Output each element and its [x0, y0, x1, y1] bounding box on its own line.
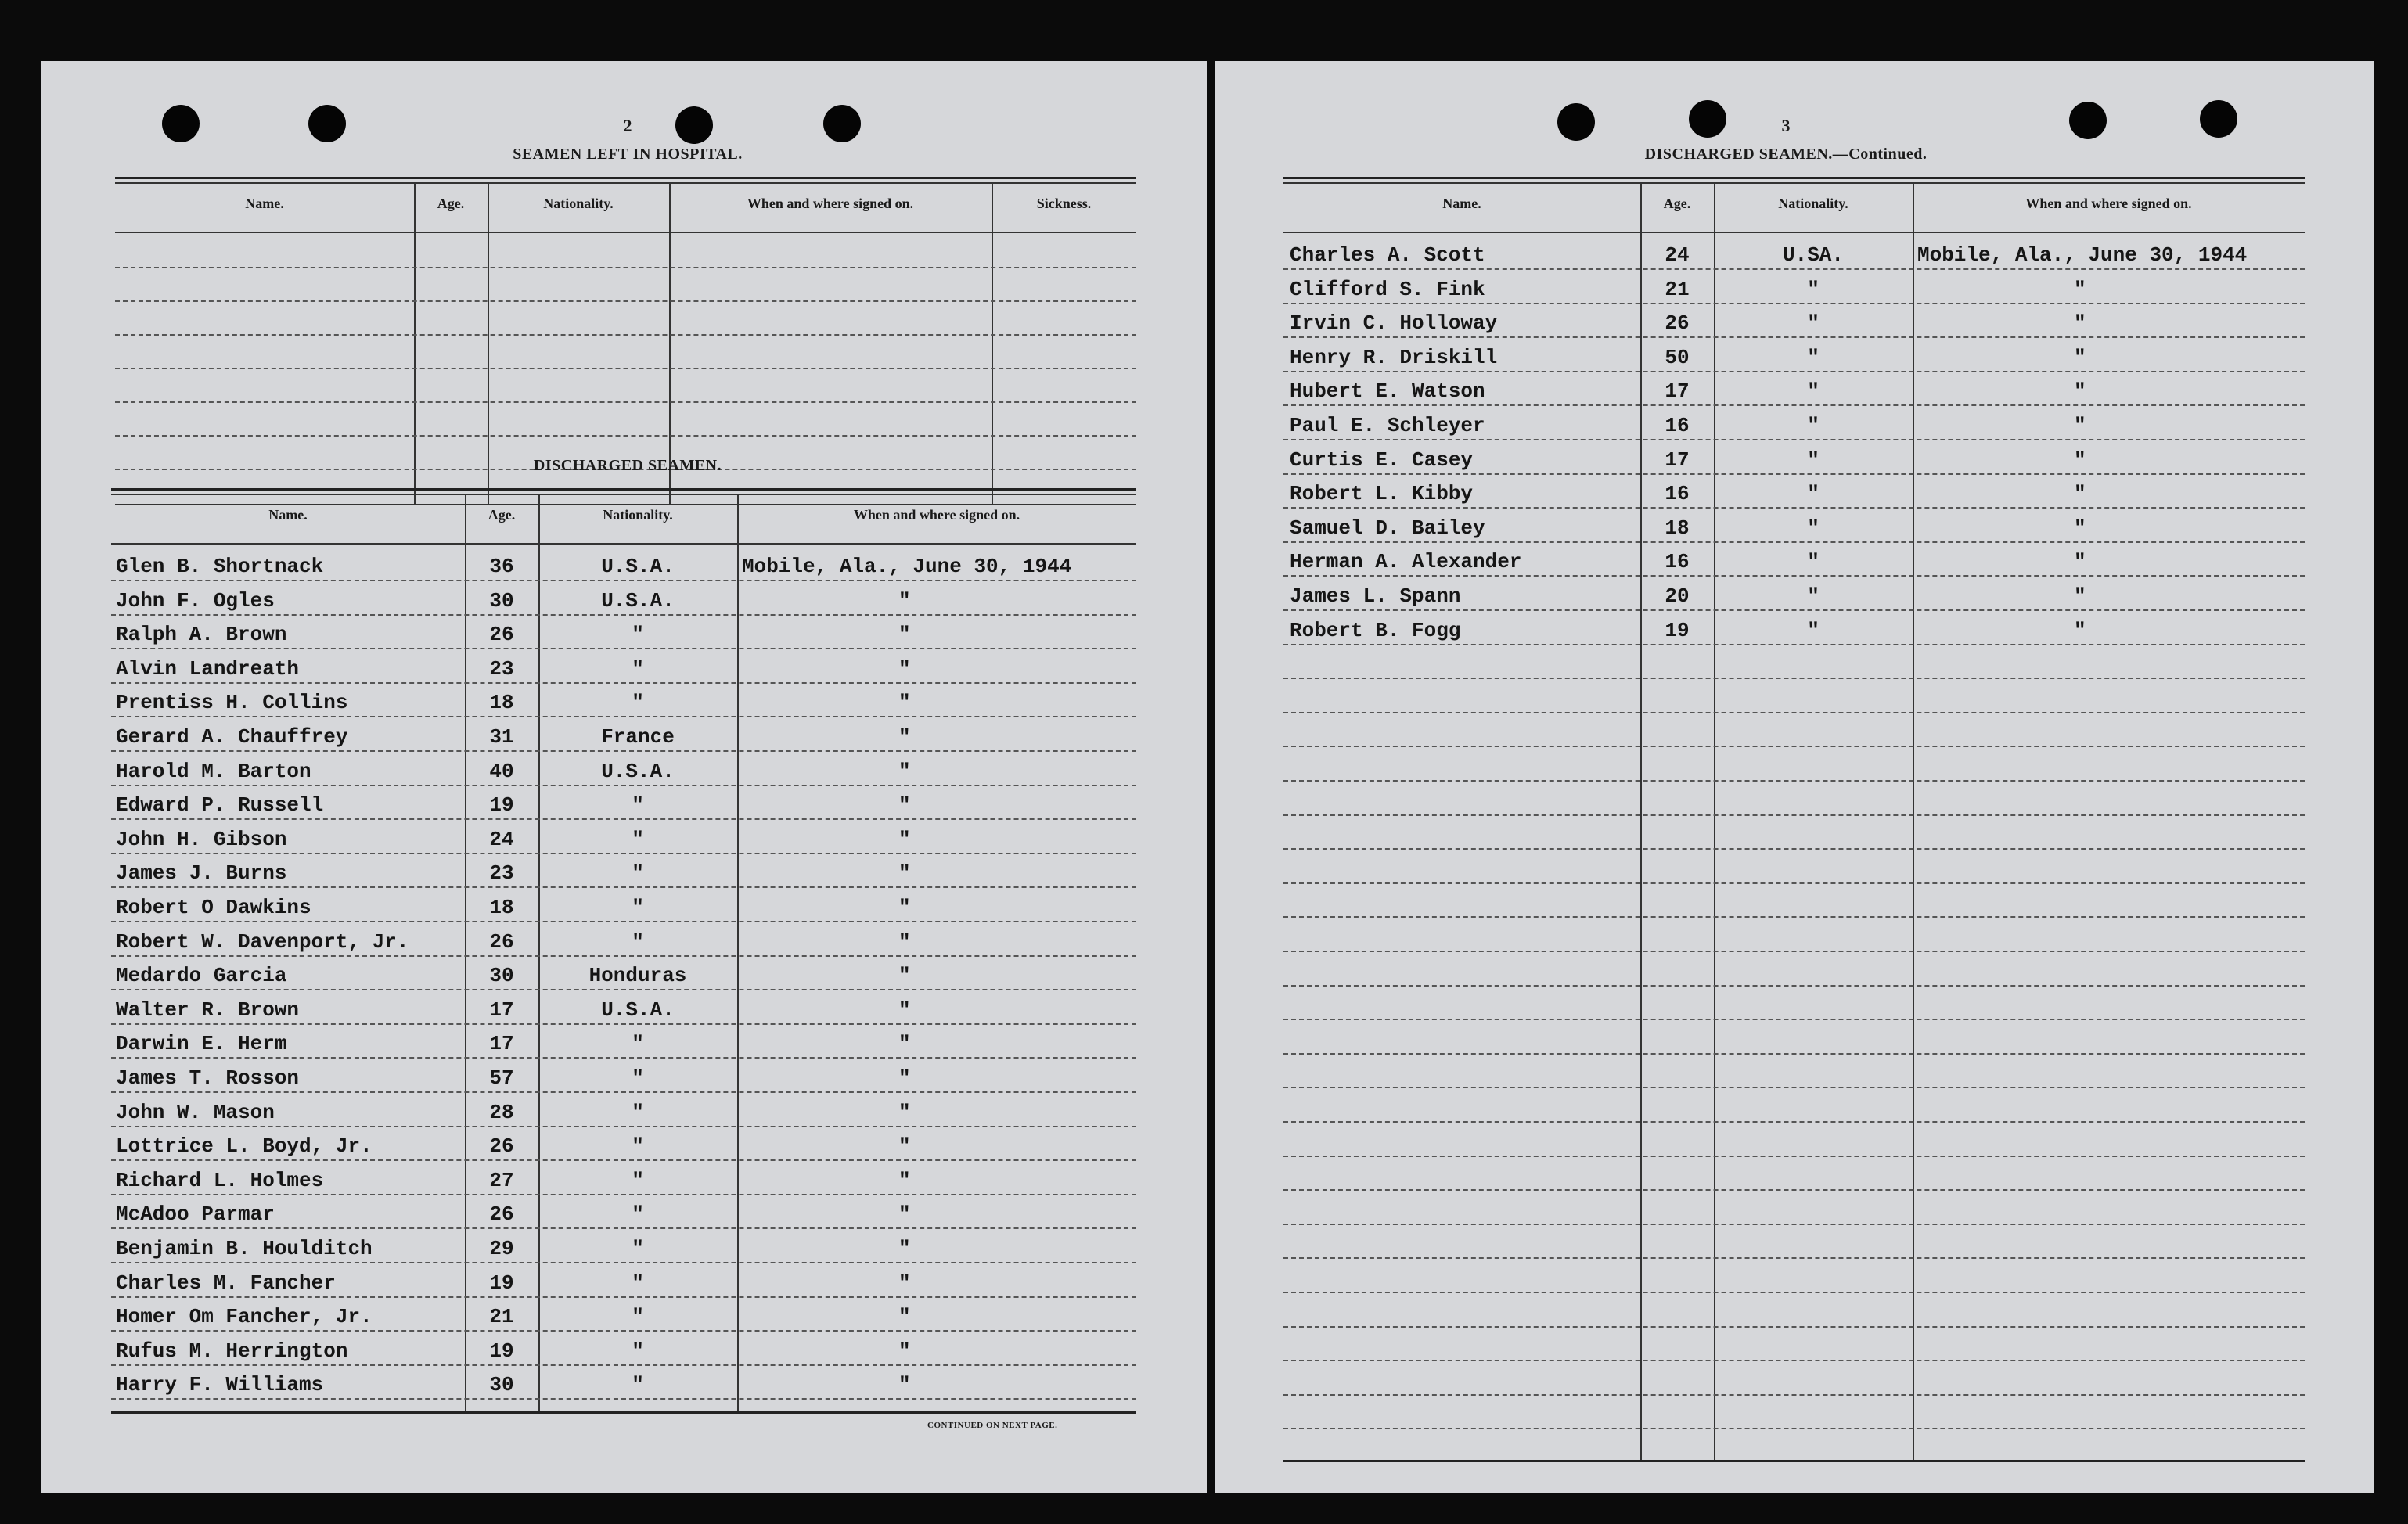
seaman-age: 26 — [489, 1202, 514, 1226]
right-page — [1215, 61, 2374, 1493]
seaman-name: Harold M. Barton — [116, 760, 311, 783]
seaman-age: 50 — [1665, 346, 1690, 369]
signed-on: " — [2074, 379, 2086, 403]
seaman-name: McAdoo Parmar — [116, 1202, 275, 1226]
signed-on: " — [898, 793, 911, 817]
seaman-age: 29 — [489, 1237, 514, 1260]
seaman-name: Samuel D. Bailey — [1290, 516, 1485, 540]
seaman-name: Darwin E. Herm — [116, 1032, 287, 1055]
seaman-nationality: " — [632, 1373, 644, 1396]
table-row — [111, 887, 1136, 922]
seaman-name: Benjamin B. Houlditch — [116, 1237, 373, 1260]
punch-hole — [2069, 102, 2107, 139]
signed-on: " — [2074, 619, 2086, 642]
seaman-nationality: " — [1807, 311, 1819, 335]
seaman-nationality: " — [632, 1066, 644, 1090]
seaman-nationality: " — [1807, 278, 1819, 301]
table-row — [1283, 371, 2305, 406]
seaman-age: 17 — [489, 1032, 514, 1055]
table-row — [1283, 644, 2305, 679]
seaman-age: 26 — [489, 930, 514, 954]
seaman-nationality: U.S.A. — [601, 760, 675, 783]
table-row — [115, 300, 1136, 336]
seaman-age: 21 — [1665, 278, 1690, 301]
seaman-nationality: " — [1807, 584, 1819, 608]
table-row — [111, 1296, 1136, 1332]
table-row — [111, 955, 1136, 990]
discharged-section-title: DISCHARGED SEAMEN.—Continued. — [1644, 146, 1927, 163]
seaman-nationality: " — [1807, 516, 1819, 540]
seaman-age: 19 — [489, 1271, 514, 1295]
table-row — [1283, 1122, 2305, 1157]
seaman-name: Alvin Landreath — [116, 657, 300, 681]
punch-hole — [162, 105, 200, 142]
col-header-signed-on: When and where signed on. — [747, 196, 914, 211]
signed-on: " — [898, 623, 911, 646]
table-row — [1283, 1053, 2305, 1088]
table-row — [115, 368, 1136, 403]
hospital-section-title: SEAMEN LEFT IN HOSPITAL. — [513, 146, 743, 163]
seaman-age: 17 — [489, 998, 514, 1022]
seaman-nationality: U.S.A. — [601, 998, 675, 1022]
col-header-sickness: Sickness. — [1036, 196, 1092, 211]
col-header-nationality: Nationality. — [1778, 196, 1848, 211]
col-header-name: Name. — [245, 196, 284, 211]
seaman-name: Hubert E. Watson — [1290, 379, 1485, 403]
signed-on: " — [898, 964, 911, 987]
seaman-nationality: " — [1807, 482, 1819, 505]
table-row — [1283, 678, 2305, 713]
col-header-nationality: Nationality. — [543, 196, 614, 211]
table-row — [115, 233, 1136, 268]
table-row — [1283, 1156, 2305, 1191]
table-row — [111, 751, 1136, 786]
punch-hole — [1689, 100, 1726, 138]
table-row — [111, 1194, 1136, 1229]
seaman-nationality: U.SA. — [1782, 243, 1844, 267]
seaman-nationality: " — [632, 1169, 644, 1192]
signed-on: Mobile, Ala., June 30, 1944 — [742, 555, 1072, 578]
seaman-name: Robert W. Davenport, Jr. — [116, 930, 409, 954]
hospital-table — [115, 177, 1136, 505]
col-header-age: Age. — [437, 196, 465, 211]
table-row — [1283, 1087, 2305, 1123]
seaman-nationality: France — [601, 725, 675, 749]
table-row — [1283, 781, 2305, 816]
signed-on: " — [898, 657, 911, 681]
page-number: 2 — [623, 116, 632, 135]
seaman-age: 26 — [1665, 311, 1690, 335]
seaman-nationality: " — [632, 1032, 644, 1055]
seaman-name: Robert B. Fogg — [1290, 619, 1461, 642]
seaman-nationality: " — [632, 1271, 644, 1295]
table-row — [111, 580, 1136, 616]
table-row — [1283, 508, 2305, 543]
punch-hole — [2200, 100, 2237, 138]
col-header-signed-on: When and where signed on. — [2025, 196, 2192, 211]
seaman-name: Prentiss H. Collins — [116, 691, 348, 714]
signed-on: " — [898, 1237, 911, 1260]
table-row — [1283, 440, 2305, 475]
discharged-section-title: DISCHARGED SEAMEN. — [533, 457, 722, 474]
left-page — [41, 61, 1207, 1493]
signed-on: " — [898, 1134, 911, 1158]
table-row — [1283, 1258, 2305, 1293]
seaman-name: Charles M. Fancher — [116, 1271, 336, 1295]
table-row — [111, 1228, 1136, 1263]
punch-hole — [823, 105, 861, 142]
signed-on: " — [898, 930, 911, 954]
seaman-age: 23 — [489, 657, 514, 681]
table-row — [1283, 610, 2305, 645]
signed-on: " — [898, 589, 911, 613]
table-row — [111, 785, 1136, 820]
signed-on: " — [898, 691, 911, 714]
seaman-nationality: " — [632, 657, 644, 681]
seaman-name: Lottrice L. Boyd, Jr. — [116, 1134, 373, 1158]
seaman-nationality: " — [632, 828, 644, 851]
table-row — [1283, 473, 2305, 509]
seaman-age: 28 — [489, 1101, 514, 1124]
seaman-nationality: " — [632, 930, 644, 954]
table-row — [1283, 951, 2305, 987]
table-row — [115, 267, 1136, 302]
col-header-name: Name. — [1442, 196, 1481, 211]
table-row — [111, 614, 1136, 649]
signed-on: " — [898, 896, 911, 919]
seaman-age: 16 — [1665, 482, 1690, 505]
seaman-age: 19 — [489, 1339, 514, 1363]
table-row — [1283, 917, 2305, 952]
table-row — [111, 1263, 1136, 1298]
signed-on: " — [2074, 584, 2086, 608]
table-row — [111, 1160, 1136, 1195]
seaman-nationality: " — [632, 1134, 644, 1158]
seaman-name: John W. Mason — [116, 1101, 275, 1124]
seaman-name: Robert O Dawkins — [116, 896, 311, 919]
table-row — [111, 1331, 1136, 1366]
seaman-name: Herman A. Alexander — [1290, 550, 1522, 573]
signed-on: " — [898, 1305, 911, 1328]
col-header-age: Age. — [488, 507, 516, 523]
seaman-nationality: " — [632, 1202, 644, 1226]
signed-on: " — [898, 1202, 911, 1226]
seaman-age: 26 — [489, 623, 514, 646]
seaman-nationality: U.S.A. — [601, 589, 675, 613]
seaman-age: 16 — [1665, 414, 1690, 437]
seaman-age: 18 — [1665, 516, 1690, 540]
signed-on: " — [898, 1169, 911, 1192]
signed-on: " — [898, 861, 911, 885]
table-row — [111, 717, 1136, 752]
signed-on: " — [2074, 278, 2086, 301]
signed-on: " — [2074, 311, 2086, 335]
seaman-name: Gerard A. Chauffrey — [116, 725, 348, 749]
page-number: 3 — [1781, 116, 1791, 135]
seaman-age: 21 — [489, 1305, 514, 1328]
table-row — [1283, 814, 2305, 850]
table-row — [1283, 1326, 2305, 1361]
seaman-name: Henry R. Driskill — [1290, 346, 1498, 369]
col-header-name: Name. — [268, 507, 308, 523]
seaman-age: 31 — [489, 725, 514, 749]
table-row — [115, 401, 1136, 437]
table-row — [1283, 985, 2305, 1020]
table-row — [1283, 1394, 2305, 1429]
seaman-age: 19 — [489, 793, 514, 817]
seaman-age: 26 — [489, 1134, 514, 1158]
seaman-age: 30 — [489, 1373, 514, 1396]
table-row — [1283, 235, 2305, 270]
signed-on: " — [2074, 482, 2086, 505]
signed-on: " — [898, 725, 911, 749]
seaman-age: 24 — [489, 828, 514, 851]
seaman-nationality: " — [1807, 619, 1819, 642]
signed-on: " — [898, 1373, 911, 1396]
seaman-name: Harry F. Williams — [116, 1373, 324, 1396]
seaman-age: 36 — [489, 555, 514, 578]
seaman-name: Irvin C. Holloway — [1290, 311, 1498, 335]
seaman-nationality: U.S.A. — [601, 555, 675, 578]
seaman-name: Glen B. Shortnack — [116, 555, 324, 578]
seaman-nationality: " — [1807, 550, 1819, 573]
seaman-age: 19 — [1665, 619, 1690, 642]
table-row — [1283, 746, 2305, 782]
seaman-age: 30 — [489, 589, 514, 613]
discharged-table — [111, 488, 1136, 1416]
signed-on: " — [898, 828, 911, 851]
seaman-nationality: " — [632, 623, 644, 646]
table-row — [1283, 1224, 2305, 1259]
signed-on: " — [898, 1032, 911, 1055]
seaman-name: Medardo Garcia — [116, 964, 287, 987]
seaman-age: 20 — [1665, 584, 1690, 608]
seaman-age: 27 — [489, 1169, 514, 1192]
punch-hole — [675, 106, 713, 144]
seaman-nationality: " — [1807, 379, 1819, 403]
seaman-name: James J. Burns — [116, 861, 287, 885]
seaman-name: Homer Om Fancher, Jr. — [116, 1305, 373, 1328]
punch-hole — [308, 105, 346, 142]
seaman-nationality: " — [632, 896, 644, 919]
continued-note: CONTINUED ON NEXT PAGE. — [927, 1421, 1058, 1430]
table-row — [1283, 541, 2305, 577]
seaman-age: 30 — [489, 964, 514, 987]
seaman-nationality: " — [632, 1101, 644, 1124]
table-row — [111, 649, 1136, 684]
table-row — [111, 819, 1136, 854]
seaman-nationality: " — [632, 1339, 644, 1363]
seaman-name: Richard L. Holmes — [116, 1169, 324, 1192]
table-row — [111, 1092, 1136, 1127]
table-row — [111, 853, 1136, 888]
table-row — [1283, 576, 2305, 611]
signed-on: " — [2074, 448, 2086, 472]
table-row — [111, 546, 1136, 581]
signed-on: " — [2074, 414, 2086, 437]
table-row — [1283, 1292, 2305, 1328]
signed-on: " — [898, 1101, 911, 1124]
seaman-nationality: " — [632, 1237, 644, 1260]
seaman-age: 17 — [1665, 379, 1690, 403]
table-row — [1283, 337, 2305, 372]
seaman-nationality: " — [1807, 346, 1819, 369]
seaman-nationality: " — [632, 793, 644, 817]
seaman-age: 18 — [489, 691, 514, 714]
seaman-name: Paul E. Schleyer — [1290, 414, 1485, 437]
table-row — [1283, 303, 2305, 338]
seaman-age: 16 — [1665, 550, 1690, 573]
table-row — [1283, 405, 2305, 440]
seaman-nationality: Honduras — [589, 964, 687, 987]
seaman-name: Walter R. Brown — [116, 998, 300, 1022]
seaman-age: 24 — [1665, 243, 1690, 267]
table-row — [111, 1058, 1136, 1093]
seaman-age: 40 — [489, 760, 514, 783]
table-row — [1283, 1360, 2305, 1396]
table-row — [111, 1126, 1136, 1161]
table-row — [1283, 1190, 2305, 1225]
seaman-name: John H. Gibson — [116, 828, 287, 851]
seaman-name: Robert L. Kibby — [1290, 482, 1474, 505]
signed-on: " — [2074, 346, 2086, 369]
seaman-name: Charles A. Scott — [1290, 243, 1485, 267]
seaman-name: James L. Spann — [1290, 584, 1461, 608]
table-row — [111, 1364, 1136, 1400]
table-row — [1283, 849, 2305, 884]
table-row — [111, 922, 1136, 957]
table-row — [115, 334, 1136, 369]
signed-on: " — [898, 1066, 911, 1090]
table-row — [1283, 882, 2305, 918]
signed-on: " — [898, 1271, 911, 1295]
seaman-name: Clifford S. Fink — [1290, 278, 1485, 301]
signed-on: " — [2074, 550, 2086, 573]
seaman-name: Edward P. Russell — [116, 793, 324, 817]
table-row — [111, 1023, 1136, 1059]
table-row — [1283, 1019, 2305, 1055]
seaman-name: Rufus M. Herrington — [116, 1339, 348, 1363]
table-row — [111, 990, 1136, 1025]
signed-on: Mobile, Ala., June 30, 1944 — [1917, 243, 2248, 267]
seaman-age: 18 — [489, 896, 514, 919]
seaman-age: 17 — [1665, 448, 1690, 472]
seaman-name: Ralph A. Brown — [116, 623, 287, 646]
table-row — [1283, 269, 2305, 304]
signed-on: " — [898, 760, 911, 783]
signed-on: " — [2074, 516, 2086, 540]
signed-on: " — [898, 1339, 911, 1363]
seaman-name: Curtis E. Casey — [1290, 448, 1474, 472]
col-header-nationality: Nationality. — [603, 507, 673, 523]
col-header-age: Age. — [1663, 196, 1691, 211]
seaman-age: 23 — [489, 861, 514, 885]
seaman-nationality: " — [1807, 414, 1819, 437]
seaman-age: 57 — [489, 1066, 514, 1090]
col-header-signed-on: When and where signed on. — [853, 507, 1020, 523]
seaman-nationality: " — [632, 861, 644, 885]
seaman-nationality: " — [632, 1305, 644, 1328]
signed-on: " — [898, 998, 911, 1022]
discharged-table-continued — [1283, 177, 2305, 1465]
seaman-nationality: " — [632, 691, 644, 714]
seaman-name: John F. Ogles — [116, 589, 275, 613]
seaman-nationality: " — [1807, 448, 1819, 472]
table-row — [111, 682, 1136, 717]
table-row — [1283, 712, 2305, 747]
punch-hole — [1557, 103, 1595, 141]
seaman-name: James T. Rosson — [116, 1066, 300, 1090]
